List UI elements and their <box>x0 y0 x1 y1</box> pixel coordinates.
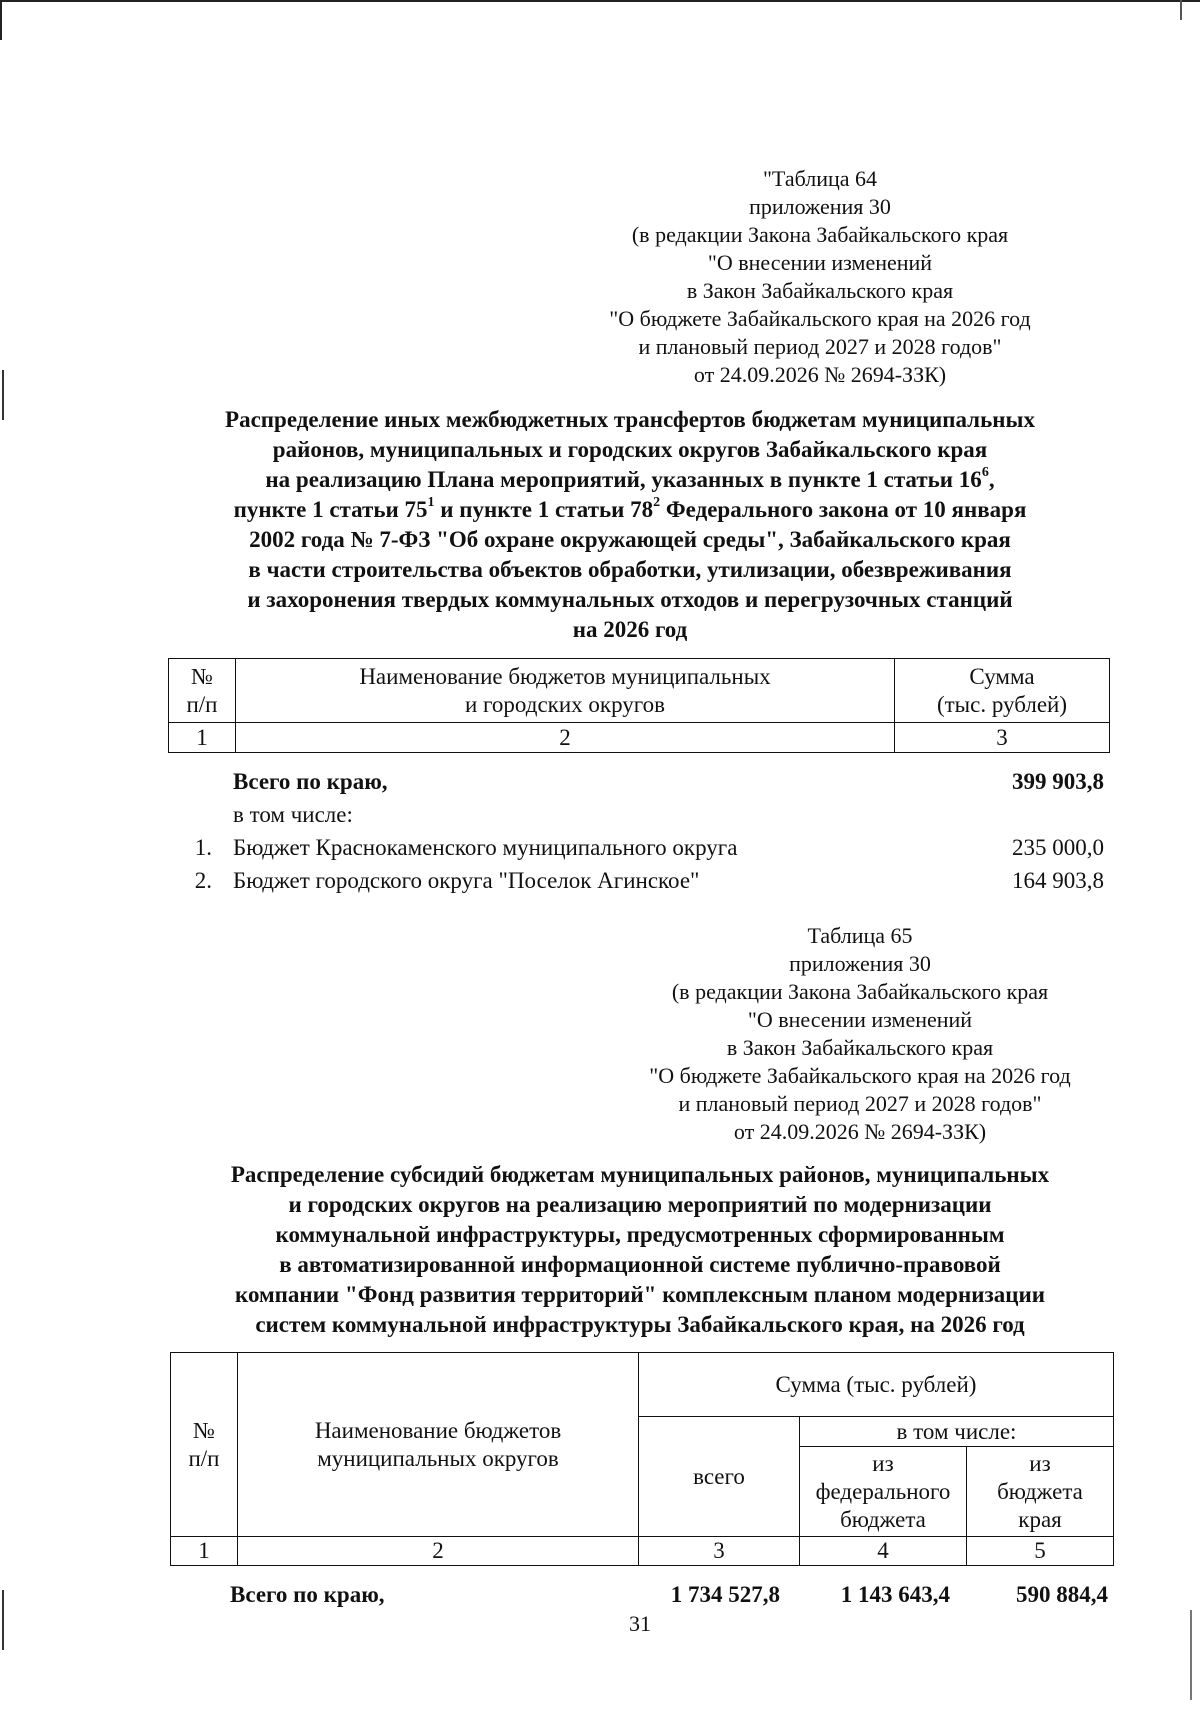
col-regional-header <box>967 1447 1114 1537</box>
col-total-header: всего <box>639 1417 800 1537</box>
header-line: приложения 30 <box>749 194 891 219</box>
row-name: Бюджет Краснокаменского муниципального округа <box>233 835 738 860</box>
col-number: 3 <box>895 723 1110 753</box>
scan-border-top <box>0 0 1200 2</box>
header-line: "О внесении изменений <box>707 250 933 275</box>
col-name-label: муниципальных округов <box>317 1445 559 1471</box>
column-numbers-row <box>169 723 1110 753</box>
page-number: 31 <box>629 1611 651 1636</box>
total-federal: 1 143 643,4 <box>840 1582 950 1607</box>
header-line: в Закон Забайкальского края <box>726 1035 994 1060</box>
col-federal-header <box>800 1447 967 1537</box>
total-all: 1 734 527,8 <box>670 1582 780 1607</box>
col-number: 3 <box>639 1537 800 1566</box>
col-name-label: Наименование бюджетов муниципальных <box>359 663 771 689</box>
column-numbers-row <box>171 1537 1114 1566</box>
superscript: 1 <box>427 495 435 511</box>
table64-title <box>150 405 1110 645</box>
header-line: "О внесении изменений <box>747 1007 973 1032</box>
col-no-header <box>169 659 236 723</box>
col-name-label: и городских округов <box>465 691 665 717</box>
row-number: 1. <box>194 835 212 860</box>
title-line: в части строительства объектов обработки, утилизации, обезвреживания <box>248 557 1012 582</box>
row-name: Бюджет городского округа "Поселок Агинское" <box>233 868 700 893</box>
title-text: и пункте 1 статьи 78 <box>434 497 654 522</box>
title-line <box>150 495 1110 525</box>
col-name-header <box>236 659 895 723</box>
header-line: "Таблица 64 <box>762 166 878 191</box>
col-number: 2 <box>238 1537 639 1566</box>
row-number: 2. <box>194 868 212 893</box>
col-sum-header: Сумма (тыс. рублей) <box>639 1353 1114 1417</box>
title-line: районов, муниципальных и городских округов Забайкальского края <box>272 437 988 462</box>
total-regional: 590 884,4 <box>1016 1582 1108 1607</box>
scan-mark-left <box>2 1590 4 1650</box>
including-label: в том числе: <box>233 802 353 827</box>
total-label: Всего по краю, <box>233 769 388 794</box>
header-line: и плановый период 2027 и 2028 годов" <box>678 1091 1042 1116</box>
title-line: коммунальной инфраструктуры, предусмотренных сформированным <box>275 1222 1005 1247</box>
superscript: 6 <box>981 465 989 481</box>
col-federal-label: из <box>872 1450 894 1476</box>
scan-border-left <box>0 0 2 40</box>
scan-mark-top-right <box>1180 0 1182 20</box>
title-line: и захоронения твердых коммунальных отходов и перегрузочных станций <box>247 587 1013 612</box>
header-line: и плановый период 2027 и 2028 годов" <box>638 334 1002 359</box>
table65-header-grid <box>170 1352 1114 1566</box>
title-line: на 2026 год <box>572 617 688 642</box>
title-line: Распределение субсидий бюджетам муниципальных районов, муниципальных <box>230 1162 1050 1187</box>
col-number: 2 <box>236 723 895 753</box>
col-name-label: Наименование бюджетов <box>314 1417 562 1443</box>
col-regional-label: из <box>1029 1450 1051 1476</box>
total-label: Всего по краю, <box>230 1582 385 1607</box>
col-sum-label: (тыс. рублей) <box>936 691 1068 717</box>
title-text: , <box>988 467 995 492</box>
col-federal-label: федерального <box>815 1478 951 1504</box>
col-sum-label: Сумма <box>969 663 1035 689</box>
col-name-header <box>238 1353 639 1537</box>
col-sum-header <box>895 659 1110 723</box>
header-line: "О бюджете Забайкальского края на 2026 год <box>609 306 1031 331</box>
table65-title <box>160 1160 1120 1340</box>
col-regional-label: края <box>1018 1506 1062 1532</box>
title-line: 2002 года № 7-ФЗ "Об охране окружающей среды", Забайкальского края <box>249 527 1011 552</box>
col-number: 1 <box>169 723 236 753</box>
title-line: систем коммунальной инфраструктуры Забайкальского края, на 2026 год <box>255 1312 1025 1337</box>
header-row <box>169 659 1110 723</box>
row-sum: 164 903,8 <box>1012 868 1104 893</box>
row-sum: 235 000,0 <box>1012 835 1104 860</box>
header-line: Таблица 65 <box>807 923 913 948</box>
header-line: "О бюджете Забайкальского края на 2026 год <box>649 1063 1071 1088</box>
col-federal-label: бюджета <box>840 1506 926 1532</box>
header-line: (в редакции Закона Забайкальского края <box>631 222 1009 247</box>
table65-header <box>620 922 1100 1146</box>
col-regional-label: бюджета <box>997 1478 1083 1504</box>
scan-mark-left <box>2 370 4 420</box>
col-no-header <box>171 1353 238 1537</box>
col-no-label: № <box>193 1417 215 1443</box>
superscript: 2 <box>653 495 661 511</box>
header-line: приложения 30 <box>789 951 931 976</box>
title-text: на реализацию Плана мероприятий, указанных в пункте 1 статьи 16 <box>265 467 982 492</box>
header-line: от 24.09.2026 № 2694-ЗЗК) <box>693 362 947 387</box>
header-line: в Закон Забайкальского края <box>686 278 954 303</box>
header-line: (в редакции Закона Забайкальского края <box>671 979 1049 1004</box>
col-number: 5 <box>967 1537 1114 1566</box>
title-line: Распределение иных межбюджетных трансфертов бюджетам муниципальных <box>225 407 1035 432</box>
title-line: и городских округов на реализацию мероприятий по модернизации <box>288 1192 992 1217</box>
col-no-label: п/п <box>188 1445 220 1471</box>
title-line: в автоматизированной информационной системе публично-правовой <box>279 1252 1001 1277</box>
title-line: компании "Фонд развития территорий" комплексным планом модернизации <box>235 1282 1045 1307</box>
title-text: Федерального закона от 10 января <box>660 497 1027 522</box>
title-text: пункте 1 статьи 75 <box>233 497 428 522</box>
scan-mark-right <box>1190 1610 1192 1700</box>
col-number: 4 <box>800 1537 967 1566</box>
table64-header <box>580 165 1060 389</box>
title-line <box>150 465 1110 495</box>
col-no-label: № п/п <box>186 663 218 717</box>
header-line: от 24.09.2026 № 2694-ЗЗК) <box>733 1119 987 1144</box>
header-row <box>171 1353 1114 1417</box>
col-number: 1 <box>171 1537 238 1566</box>
col-including-header: в том числе: <box>800 1417 1114 1447</box>
table64-header-grid <box>168 658 1110 753</box>
total-value: 399 903,8 <box>1012 769 1104 794</box>
